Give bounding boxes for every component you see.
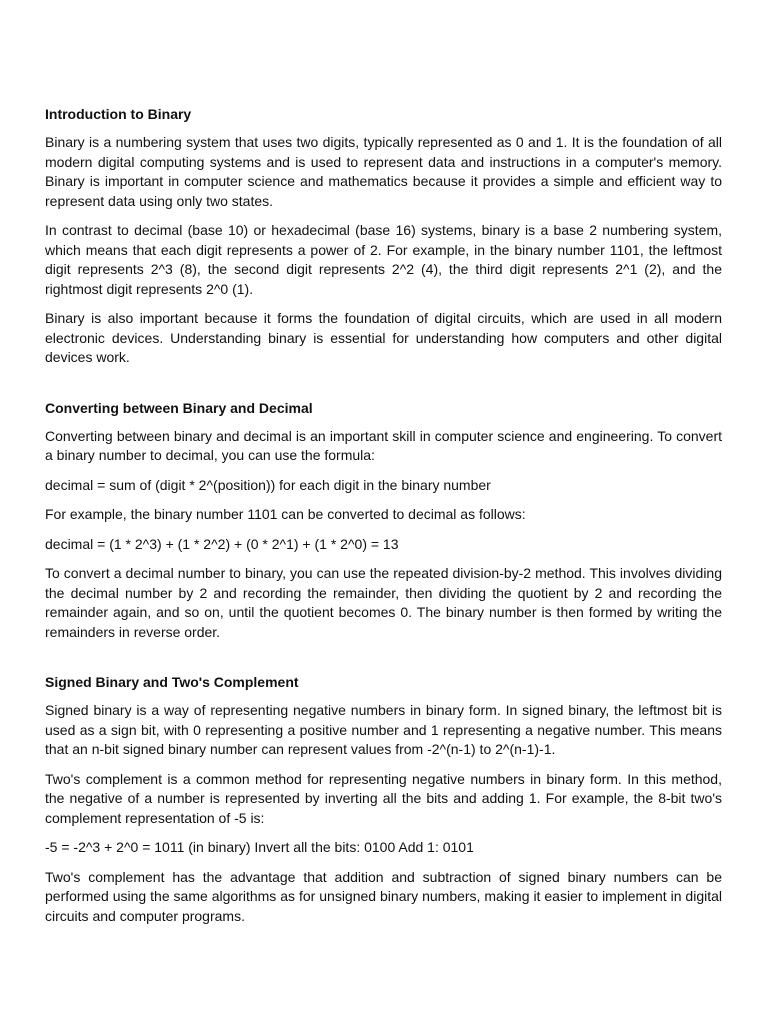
section-heading: Converting between Binary and Decimal xyxy=(45,399,313,416)
paragraph: Signed binary is a way of representing negative numbers in binary form. In signed binary, the leftmost bit is used as a sign bit, with 0 representing a positive number and 1 representing a negative number. This means that an n-bit signed binary number can represent values from -2^(n-1) to 2^(n-1)-1. xyxy=(45,702,722,757)
paragraph: Converting between binary and decimal is an important skill in computer science and engineering. To convert a binary number to decimal, you can use the formula: xyxy=(45,427,722,463)
paragraph: For example, the binary number 1101 can be converted to decimal as follows: xyxy=(45,506,526,522)
paragraph: Binary is a numbering system that uses two digits, typically represented as 0 and 1. It is the foundation of all modern digital computing systems and is used to represent data and instructions in a computer's memory. Binary is important in computer science and mathematics because it provides a simple and efficient way to represent data using only two states. xyxy=(45,134,722,209)
formula-line: decimal = sum of (digit * 2^(position)) for each digit in the binary number xyxy=(45,476,491,493)
section-heading: Introduction to Binary xyxy=(45,106,192,122)
section-introduction-to-binary xyxy=(45,104,722,368)
paragraph: To convert a decimal number to binary, you can use the repeated division-by-2 method. This involves dividing the decimal number by 2 and recording the remainder, then dividing the quotient by 2 and recording the remainder again, and so on, until the quotient becomes 0. The binary number is then formed by writing the remainders in reverse order. xyxy=(45,565,722,640)
section-signed-binary-twos-complement xyxy=(45,672,722,926)
section-converting-binary-decimal xyxy=(45,398,722,643)
section-heading: Signed Binary and Two's Complement xyxy=(45,674,299,690)
paragraph: Binary is also important because it forms the foundation of digital circuits, which are used in all modern electronic devices. Understanding binary is essential for understanding how computers and other digital devices work. xyxy=(45,310,722,365)
paragraph: Two's complement has the advantage that addition and subtraction of signed binary numbers can be performed using the same algorithms as for unsigned binary numbers, making it easier to implement in digital circuits and computer programs. xyxy=(45,868,722,924)
paragraph: In contrast to decimal (base 10) or hexadecimal (base 16) systems, binary is a base 2 numbering system, which means that each digit represents a power of 2. For example, in the binary number 1101, the leftmost digit represents 2^3 (8), the second digit represents 2^2 (4), the third digit represents 2^1 (2), and the rightmost digit represents 2^0 (1). xyxy=(45,222,722,297)
formula-line: decimal = (1 * 2^3) + (1 * 2^2) + (0 * 2^1) + (1 * 2^0) = 13 xyxy=(45,535,399,552)
formula-line: -5 = -2^3 + 2^0 = 1011 (in binary) Invert all the bits: 0100 Add 1: 0101 xyxy=(45,839,474,855)
paragraph: Two's complement is a common method for representing negative numbers in binary form. In this method, the negative of a number is represented by inverting all the bits and adding 1. For example, the 8-bit two's complement representation of -5 is: xyxy=(45,770,722,826)
